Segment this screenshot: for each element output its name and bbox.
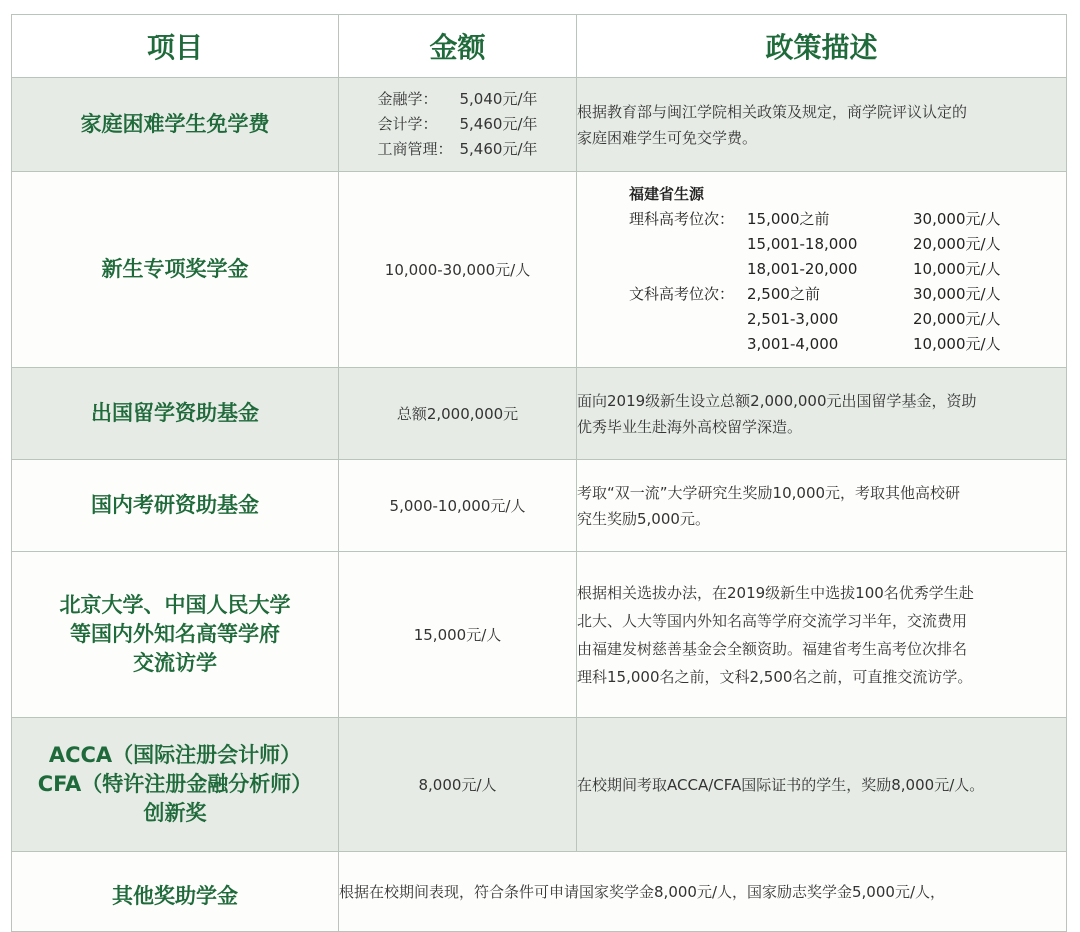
rank-award: 20,000元/人 <box>913 310 1001 328</box>
policy-line: 北大、人大等国内外知名高等学府交流学习半年，交流费用 <box>577 611 968 630</box>
amount-label: 会计学： <box>377 115 438 133</box>
amount-value: 5,040元/年 <box>459 90 538 108</box>
table-header-row <box>12 15 1067 78</box>
item-line: 创新奖 <box>143 801 207 825</box>
rank-range: 15,000之前 <box>747 210 830 228</box>
row-item: 出国留学资助基金 <box>12 368 339 460</box>
amount-label: 金融学： <box>377 90 438 108</box>
header-amount: 金额 <box>339 15 577 78</box>
rank-category <box>629 257 747 282</box>
rank-category <box>629 232 747 257</box>
amount-list <box>378 87 538 162</box>
row-policy: 根据在校期间表现，符合条件可申请国家奖学金8,000元/人，国家励志奖学金5,000元/人， <box>339 852 1067 932</box>
row-policy <box>577 460 1067 552</box>
item-line: 等国内外知名高等学府 <box>70 622 280 646</box>
rank-award: 30,000元/人 <box>913 285 1001 303</box>
row-amount <box>339 78 577 172</box>
amount-value: 5,460元/年 <box>459 115 538 133</box>
row-amount: 5,000-10,000元/人 <box>339 460 577 552</box>
policy-line: 由福建发树慈善基金会全额资助。福建省考生高考位次排名 <box>577 639 968 658</box>
row-policy <box>577 78 1067 172</box>
rank-range: 3,001-4,000 <box>747 335 839 353</box>
row-item <box>12 552 339 718</box>
table-row-exchange <box>12 552 1067 718</box>
rank-award: 20,000元/人 <box>913 235 1001 253</box>
rank-range: 18,001-20,000 <box>747 260 858 278</box>
table-row-abroad <box>12 368 1067 460</box>
row-policy: 在校期间考取ACCA/CFA国际证书的学生，奖励8,000元/人。 <box>577 718 1067 852</box>
rank-range: 15,001-18,000 <box>747 235 858 253</box>
policy-rank-row <box>629 332 1066 357</box>
table-row-postgrad <box>12 460 1067 552</box>
rank-range: 2,501-3,000 <box>747 310 839 328</box>
policy-rank-row <box>629 207 1066 232</box>
amount-label: 工商管理： <box>377 140 453 158</box>
item-line: ACCA（国际注册会计师） <box>48 743 302 767</box>
item-line: 北京大学、中国人民大学 <box>59 593 291 617</box>
policy-rank-row <box>629 282 1066 307</box>
row-amount: 总额2,000,000元 <box>339 368 577 460</box>
row-policy <box>577 368 1067 460</box>
policy-line: 根据相关选拔办法，在2019级新生中选拔100名优秀学生赴 <box>577 583 974 602</box>
policy-line: 究生奖励5,000元。 <box>577 509 710 528</box>
policy-rank-row <box>629 307 1066 332</box>
policy-line: 考取“双一流”大学研究生奖励10,000元，考取其他高校研 <box>577 483 961 502</box>
table-row-hardship <box>12 78 1067 172</box>
rank-category <box>629 307 747 332</box>
row-amount: 15,000元/人 <box>339 552 577 718</box>
item-line: 交流访学 <box>133 651 217 675</box>
policy-rank-row <box>629 257 1066 282</box>
row-item: 新生专项奖学金 <box>12 172 339 368</box>
policy-line: 优秀毕业生赴海外高校留学深造。 <box>577 417 803 436</box>
policy-line: 理科15,000名之前，文科2,500名之前，可直推交流访学。 <box>577 667 973 686</box>
row-item: 家庭困难学生免学费 <box>12 78 339 172</box>
policy-rank-row <box>629 232 1066 257</box>
row-item <box>12 718 339 852</box>
rank-range: 2,500之前 <box>747 285 820 303</box>
policy-line: 家庭困难学生可免交学费。 <box>577 128 758 147</box>
table-row-freshman <box>12 172 1067 368</box>
row-amount: 8,000元/人 <box>339 718 577 852</box>
item-line: CFA（特许注册金融分析师） <box>37 772 313 796</box>
header-policy: 政策描述 <box>577 15 1067 78</box>
rank-category: 理科高考位次： <box>629 210 735 228</box>
row-item: 国内考研资助基金 <box>12 460 339 552</box>
row-policy <box>577 552 1067 718</box>
row-policy <box>577 172 1067 368</box>
row-item: 其他奖助学金 <box>12 852 339 932</box>
rank-award: 10,000元/人 <box>913 335 1001 353</box>
freshman-policy <box>577 182 1066 357</box>
rank-category <box>629 332 747 357</box>
scholarship-table <box>11 14 1067 932</box>
row-amount: 10,000-30,000元/人 <box>339 172 577 368</box>
rank-award: 30,000元/人 <box>913 210 1001 228</box>
amount-value: 5,460元/年 <box>459 140 538 158</box>
policy-line: 面向2019级新生设立总额2,000,000元出国留学基金，资助 <box>577 391 977 410</box>
policy-title: 福建省生源 <box>629 185 705 203</box>
policy-line: 根据教育部与闽江学院相关政策及规定，商学院评议认定的 <box>577 102 968 121</box>
rank-award: 10,000元/人 <box>913 260 1001 278</box>
table-row-other <box>12 852 1067 932</box>
table-row-acca <box>12 718 1067 852</box>
rank-category: 文科高考位次： <box>629 285 735 303</box>
header-item: 项目 <box>12 15 339 78</box>
